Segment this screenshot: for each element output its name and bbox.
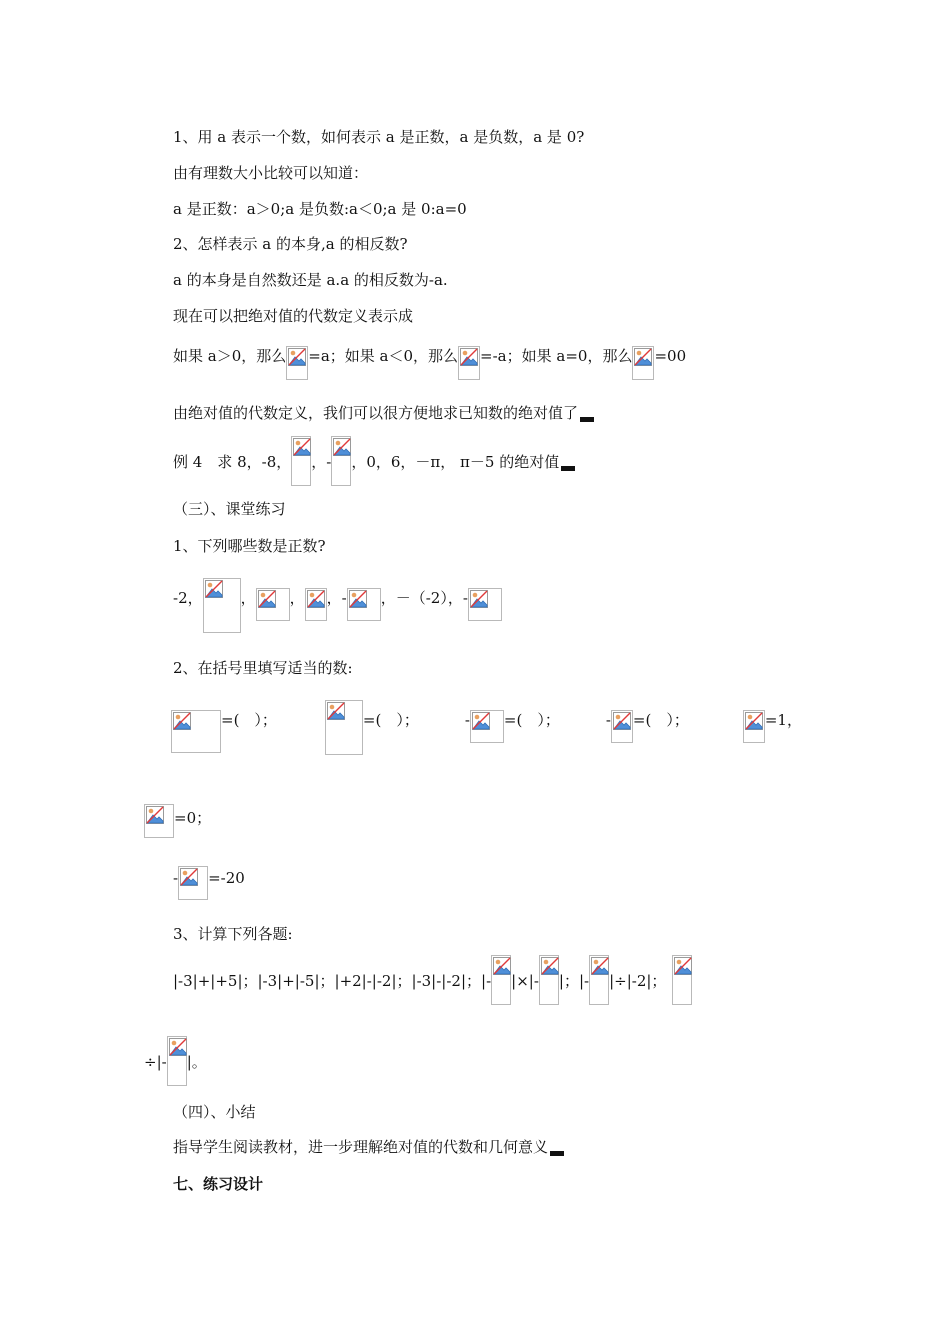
- broken-image-icon: [458, 346, 480, 380]
- practice-2-blanks: =( ）； =( ）； - =( ）； - =( ）； =1，: [171, 700, 802, 755]
- broken-image-icon: [325, 700, 363, 755]
- practice-2: 2、在括号里填写适当的数:: [173, 659, 353, 677]
- text-easy: 由绝对值的代数定义，我们可以很方便地求已知数的绝对值了: [173, 403, 594, 423]
- question-1: 1、用 a 表示一个数，如何表示 a 是正数，a 是负数，a 是 0?: [173, 128, 585, 146]
- broken-image-icon: [203, 578, 241, 633]
- text-know: 由有理数大小比较可以知道：: [173, 164, 369, 182]
- broken-image-icon: [470, 710, 504, 743]
- broken-image-icon: [611, 710, 633, 743]
- broken-image-icon: [347, 588, 381, 621]
- broken-image-icon: [491, 955, 511, 1005]
- broken-image-icon: [144, 804, 174, 838]
- broken-image-icon: [672, 955, 692, 1005]
- broken-image-icon: [178, 866, 208, 900]
- practice-1-numbers: -2， ， ， ，- ，－（-2），-: [173, 578, 502, 633]
- broken-image-icon: [589, 955, 609, 1005]
- example-4: 例 4 求 8，-8， ，- ，0，6，－π， π－5 的绝对值: [173, 436, 575, 486]
- paragraph-mark: [561, 466, 575, 471]
- practice-1: 1、下列哪些数是正数?: [173, 537, 326, 555]
- broken-image-icon: [305, 588, 327, 621]
- broken-image-icon: [291, 436, 311, 486]
- question-2: 2、怎样表示 a 的本身,a 的相反数?: [173, 235, 408, 253]
- broken-image-icon: [468, 588, 502, 621]
- text-now: 现在可以把绝对值的代数定义表示成: [173, 307, 414, 325]
- broken-image-icon: [331, 436, 351, 486]
- broken-image-icon: [256, 588, 290, 621]
- text-signs: a 是正数：a＞0;a 是负数:a＜0;a 是 0:a=0: [173, 200, 467, 218]
- practice-2-zero: =0；: [144, 804, 211, 838]
- broken-image-icon: [539, 955, 559, 1005]
- practice-3: 3、计算下列各题:: [173, 925, 293, 943]
- broken-image-icon: [743, 710, 765, 743]
- section-7-heading: 七、练习设计: [173, 1175, 264, 1193]
- practice-3-calc: |-3|+|+5|；|-3|+|-5|；|+2|-|-2|；|-3|-|-2|；|- |×|- |；|- |÷|-2|；: [173, 955, 692, 1005]
- text-guide: 指导学生阅读教材，进一步理解绝对值的代数和几何意义: [173, 1137, 564, 1157]
- paragraph-mark: [580, 417, 594, 422]
- paragraph-mark: [550, 1151, 564, 1156]
- section-3-heading: （三）、课堂练习: [173, 500, 286, 518]
- broken-image-icon: [286, 346, 308, 380]
- broken-image-icon: [171, 710, 221, 753]
- broken-image-icon: [167, 1036, 187, 1086]
- practice-2-minus: - =-20: [173, 866, 245, 900]
- definition-line: 如果 a＞0，那么 =a；如果 a＜0，那么 =-a；如果 a=0，那么 =00: [173, 346, 686, 380]
- broken-image-icon: [632, 346, 654, 380]
- text-self: a 的本身是自然数还是 a.a 的相反数为-a.: [173, 271, 448, 289]
- practice-3-calc-cont: ÷|- |。: [144, 1036, 207, 1086]
- section-4-heading: （四）、小结: [173, 1103, 256, 1121]
